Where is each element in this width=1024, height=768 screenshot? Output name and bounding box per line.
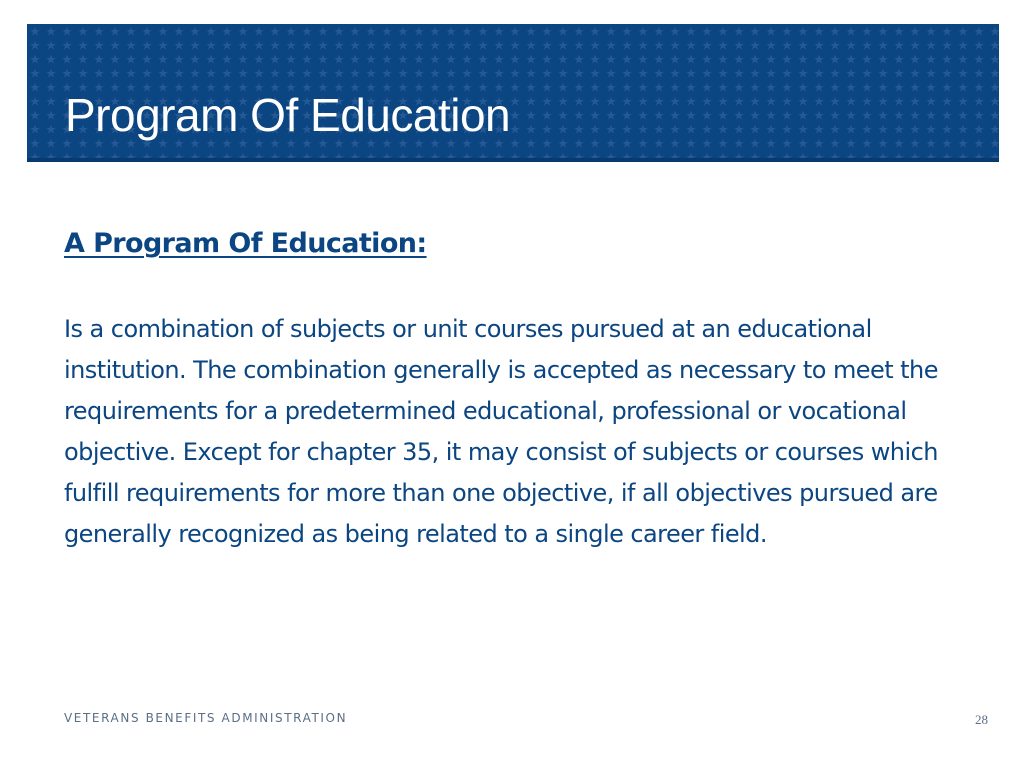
definition-paragraph: Is a combination of subjects or unit courses pursued at an educational institution. The combination generally is accepted as necessary to meet the requirements for a predetermined educational, professional or vocational objective. Except for chapter 35, it may consist of subjects or courses which fulfill requirements for more than one objective, if all objectives pursued are generally recognized as being related to a single career field.	[64, 315, 938, 548]
title-band	[27, 24, 999, 162]
section-heading: A Program Of Education:	[64, 228, 427, 259]
slide-content	[64, 222, 984, 555]
slide-title: Program Of Education	[65, 89, 511, 141]
page-number: 28	[975, 712, 988, 727]
footer-agency-name: VETERANS BENEFITS ADMINISTRATION	[64, 711, 348, 725]
